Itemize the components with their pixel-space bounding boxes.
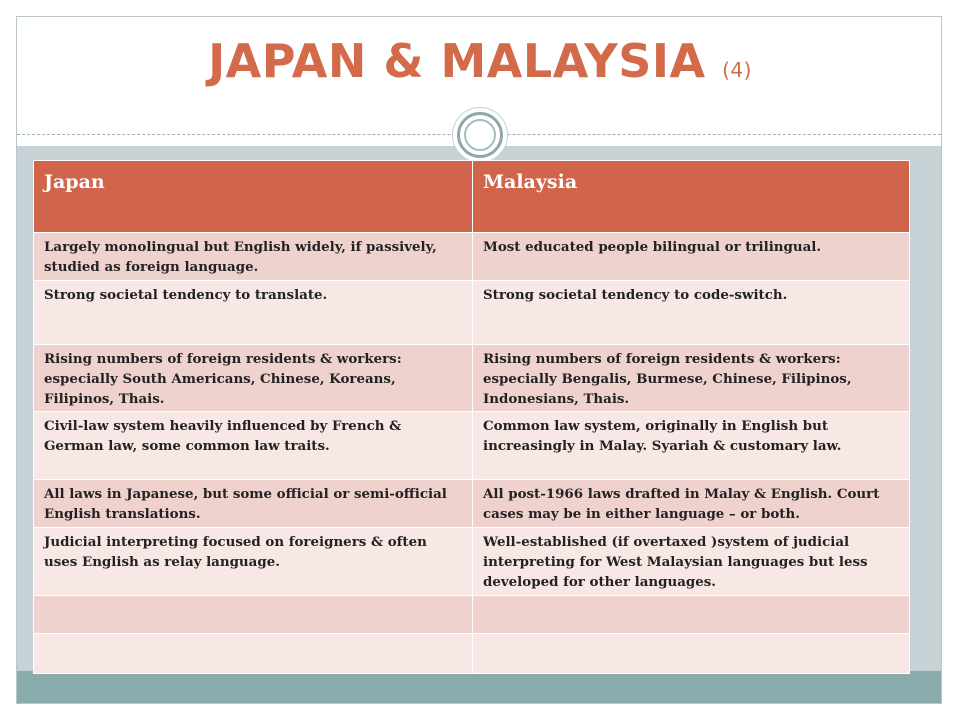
header-japan: Japan	[34, 161, 473, 233]
table-row	[34, 596, 910, 634]
title-subtitle: (4)	[722, 58, 752, 82]
cell-japan: Largely monolingual but English widely, if passively, studied as foreign language.	[34, 233, 473, 281]
cell-malaysia: Common law system, originally in English but increasingly in Malay. Syariah & customary law.	[473, 412, 910, 480]
cell-japan: Rising numbers of foreign residents & workers: especially South Americans, Chinese, Koreans, Filipinos, Thais.	[34, 345, 473, 412]
header-malaysia: Malaysia	[473, 161, 910, 233]
table-header-row	[34, 161, 910, 233]
cell-malaysia: Strong societal tendency to code-switch.	[473, 281, 910, 345]
cell-malaysia	[473, 596, 910, 634]
footer-band	[17, 671, 941, 703]
table-row	[34, 480, 910, 528]
table-row	[34, 281, 910, 345]
cell-malaysia	[473, 634, 910, 674]
table-row	[34, 634, 910, 674]
slide-title	[0, 34, 960, 88]
cell-malaysia: Most educated people bilingual or trilingual.	[473, 233, 910, 281]
table-row	[34, 528, 910, 596]
cell-japan: Civil-law system heavily influenced by French & German law, some common law traits.	[34, 412, 473, 480]
cell-japan: All laws in Japanese, but some official or semi-official English translations.	[34, 480, 473, 528]
cell-japan: Judicial interpreting focused on foreigners & often uses English as relay language.	[34, 528, 473, 596]
comparison-table	[33, 160, 910, 674]
cell-malaysia: Well-established (if overtaxed )system of judicial interpreting for West Malaysian languages but less developed for other languages.	[473, 528, 910, 596]
cell-malaysia: Rising numbers of foreign residents & workers: especially Bengalis, Burmese, Chinese, Filipinos, Indonesians, Thais.	[473, 345, 910, 412]
table-row	[34, 233, 910, 281]
cell-japan	[34, 596, 473, 634]
cell-japan	[34, 634, 473, 674]
title-text: JAPAN & MALAYSIA	[208, 34, 706, 88]
table-row	[34, 345, 910, 412]
cell-malaysia: All post-1966 laws drafted in Malay & English. Court cases may be in either language – or both.	[473, 480, 910, 528]
table-row	[34, 412, 910, 480]
cell-japan: Strong societal tendency to translate.	[34, 281, 473, 345]
circle-ornament-inner	[464, 119, 496, 151]
